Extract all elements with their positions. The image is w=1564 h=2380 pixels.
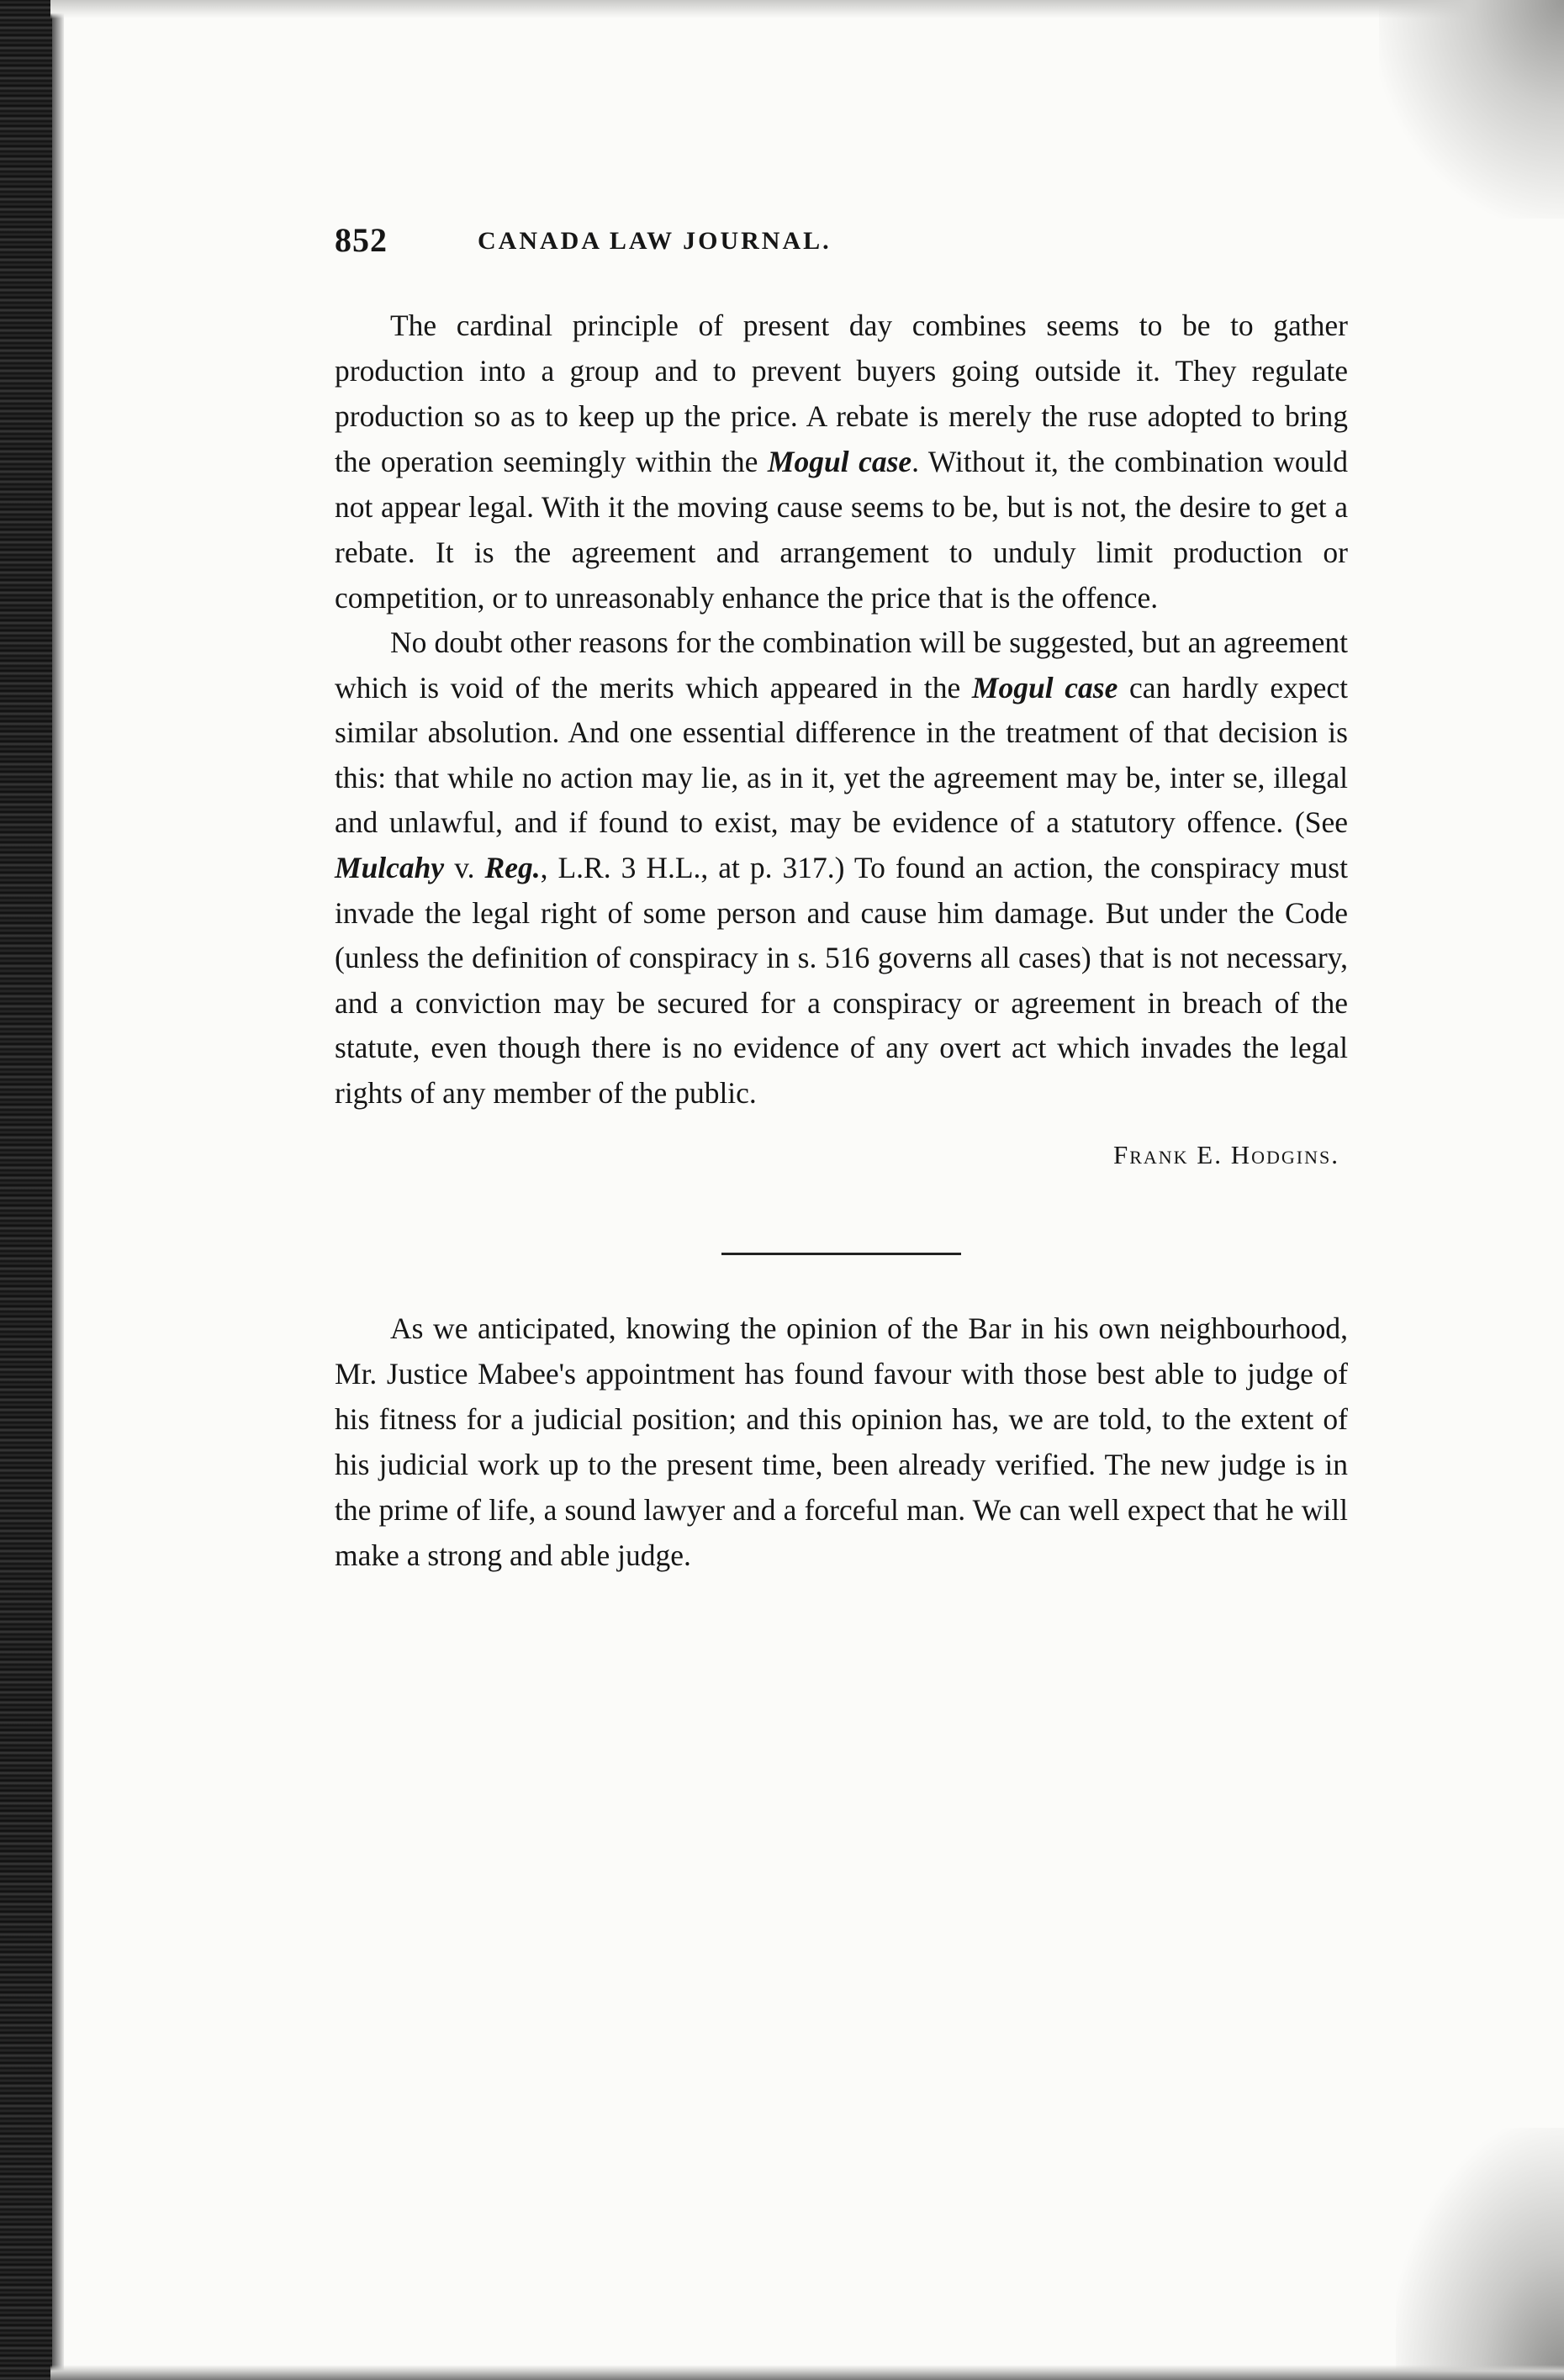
top-page-edge — [50, 0, 1564, 18]
binding-shadow — [0, 0, 52, 2380]
paragraph-conspiracy — [335, 620, 1348, 1116]
paragraph-text: can hardly expect similar absolution. And one essential difference in the treatment of that decision is this: that while no action may lie, as in it, yet the agreement may be, inter se, illegal and unlawful, and if found to exist, may be evidence of a statutory offence. (See — [335, 670, 1349, 840]
paragraph-combines — [335, 303, 1348, 620]
paragraph-text: . Without it, the combination would not appear legal. With it the moving cause seems to be, but is not, the desire to get a rebate. It is the agreement and arrangement to unduly limit production or competition, or to unreasonably enhance the price that is the offence. — [335, 445, 1348, 615]
case-name-italic: Mulcahy — [335, 850, 445, 884]
paragraph-mabee: As we anticipated, knowing the opinion of the Bar in his own neighbourhood, Mr. Justice Mabee's appointment has found favour with those best able to judge of his fitness for a judicial position; and this opinion has, we are told, to the extent of his judicial work up to the present time, been already verified. The new judge is in the prime of life, a sound lawyer and a forceful man. We can well expect that he will make a strong and able judge. — [335, 1311, 1348, 1572]
paragraph-text: , L.R. 3 H.L., at p. 317.) To found an action, the conspiracy must invade the legal right of some person and cause him damage. But under the Code (unless the definition of conspiracy in s. 516 governs all cases) that is not necessary, and a conviction may be secured for a conspiracy or agreement in breach of the statute, even though there is no evidence of any overt act which invades the legal rights of any member of the public. — [335, 850, 1348, 1110]
page-content — [335, 220, 1348, 1578]
running-head: CANADA LAW JOURNAL. — [478, 227, 832, 255]
case-name-italic: Reg. — [484, 850, 541, 884]
paragraph-text: v. — [444, 850, 485, 884]
case-name-italic: Mogul case — [767, 445, 912, 478]
case-name-italic: Mogul case — [971, 670, 1118, 705]
paragraph-text: The cardinal principle of present day combines seems to be to gather production into a group and to prevent buyers going outside it. They regulate production so as to keep up the price. A rebate is merely the ruse adopted to bring the operation seemingly within the — [335, 309, 1348, 478]
page-header — [335, 220, 1348, 271]
section-divider — [721, 1253, 961, 1255]
bottom-right-stain — [1396, 2128, 1564, 2380]
page-number: 852 — [335, 221, 388, 259]
top-right-stain — [1379, 0, 1564, 219]
binding-gradient — [52, 0, 64, 2380]
paragraph-text: No doubt other reasons for the combination will be suggested, but an agreement which is void of the merits which appeared in the — [335, 625, 1348, 705]
bottom-page-edge — [50, 2365, 1564, 2380]
author-signature: Frank E. Hodgins. — [1112, 1139, 1339, 1169]
